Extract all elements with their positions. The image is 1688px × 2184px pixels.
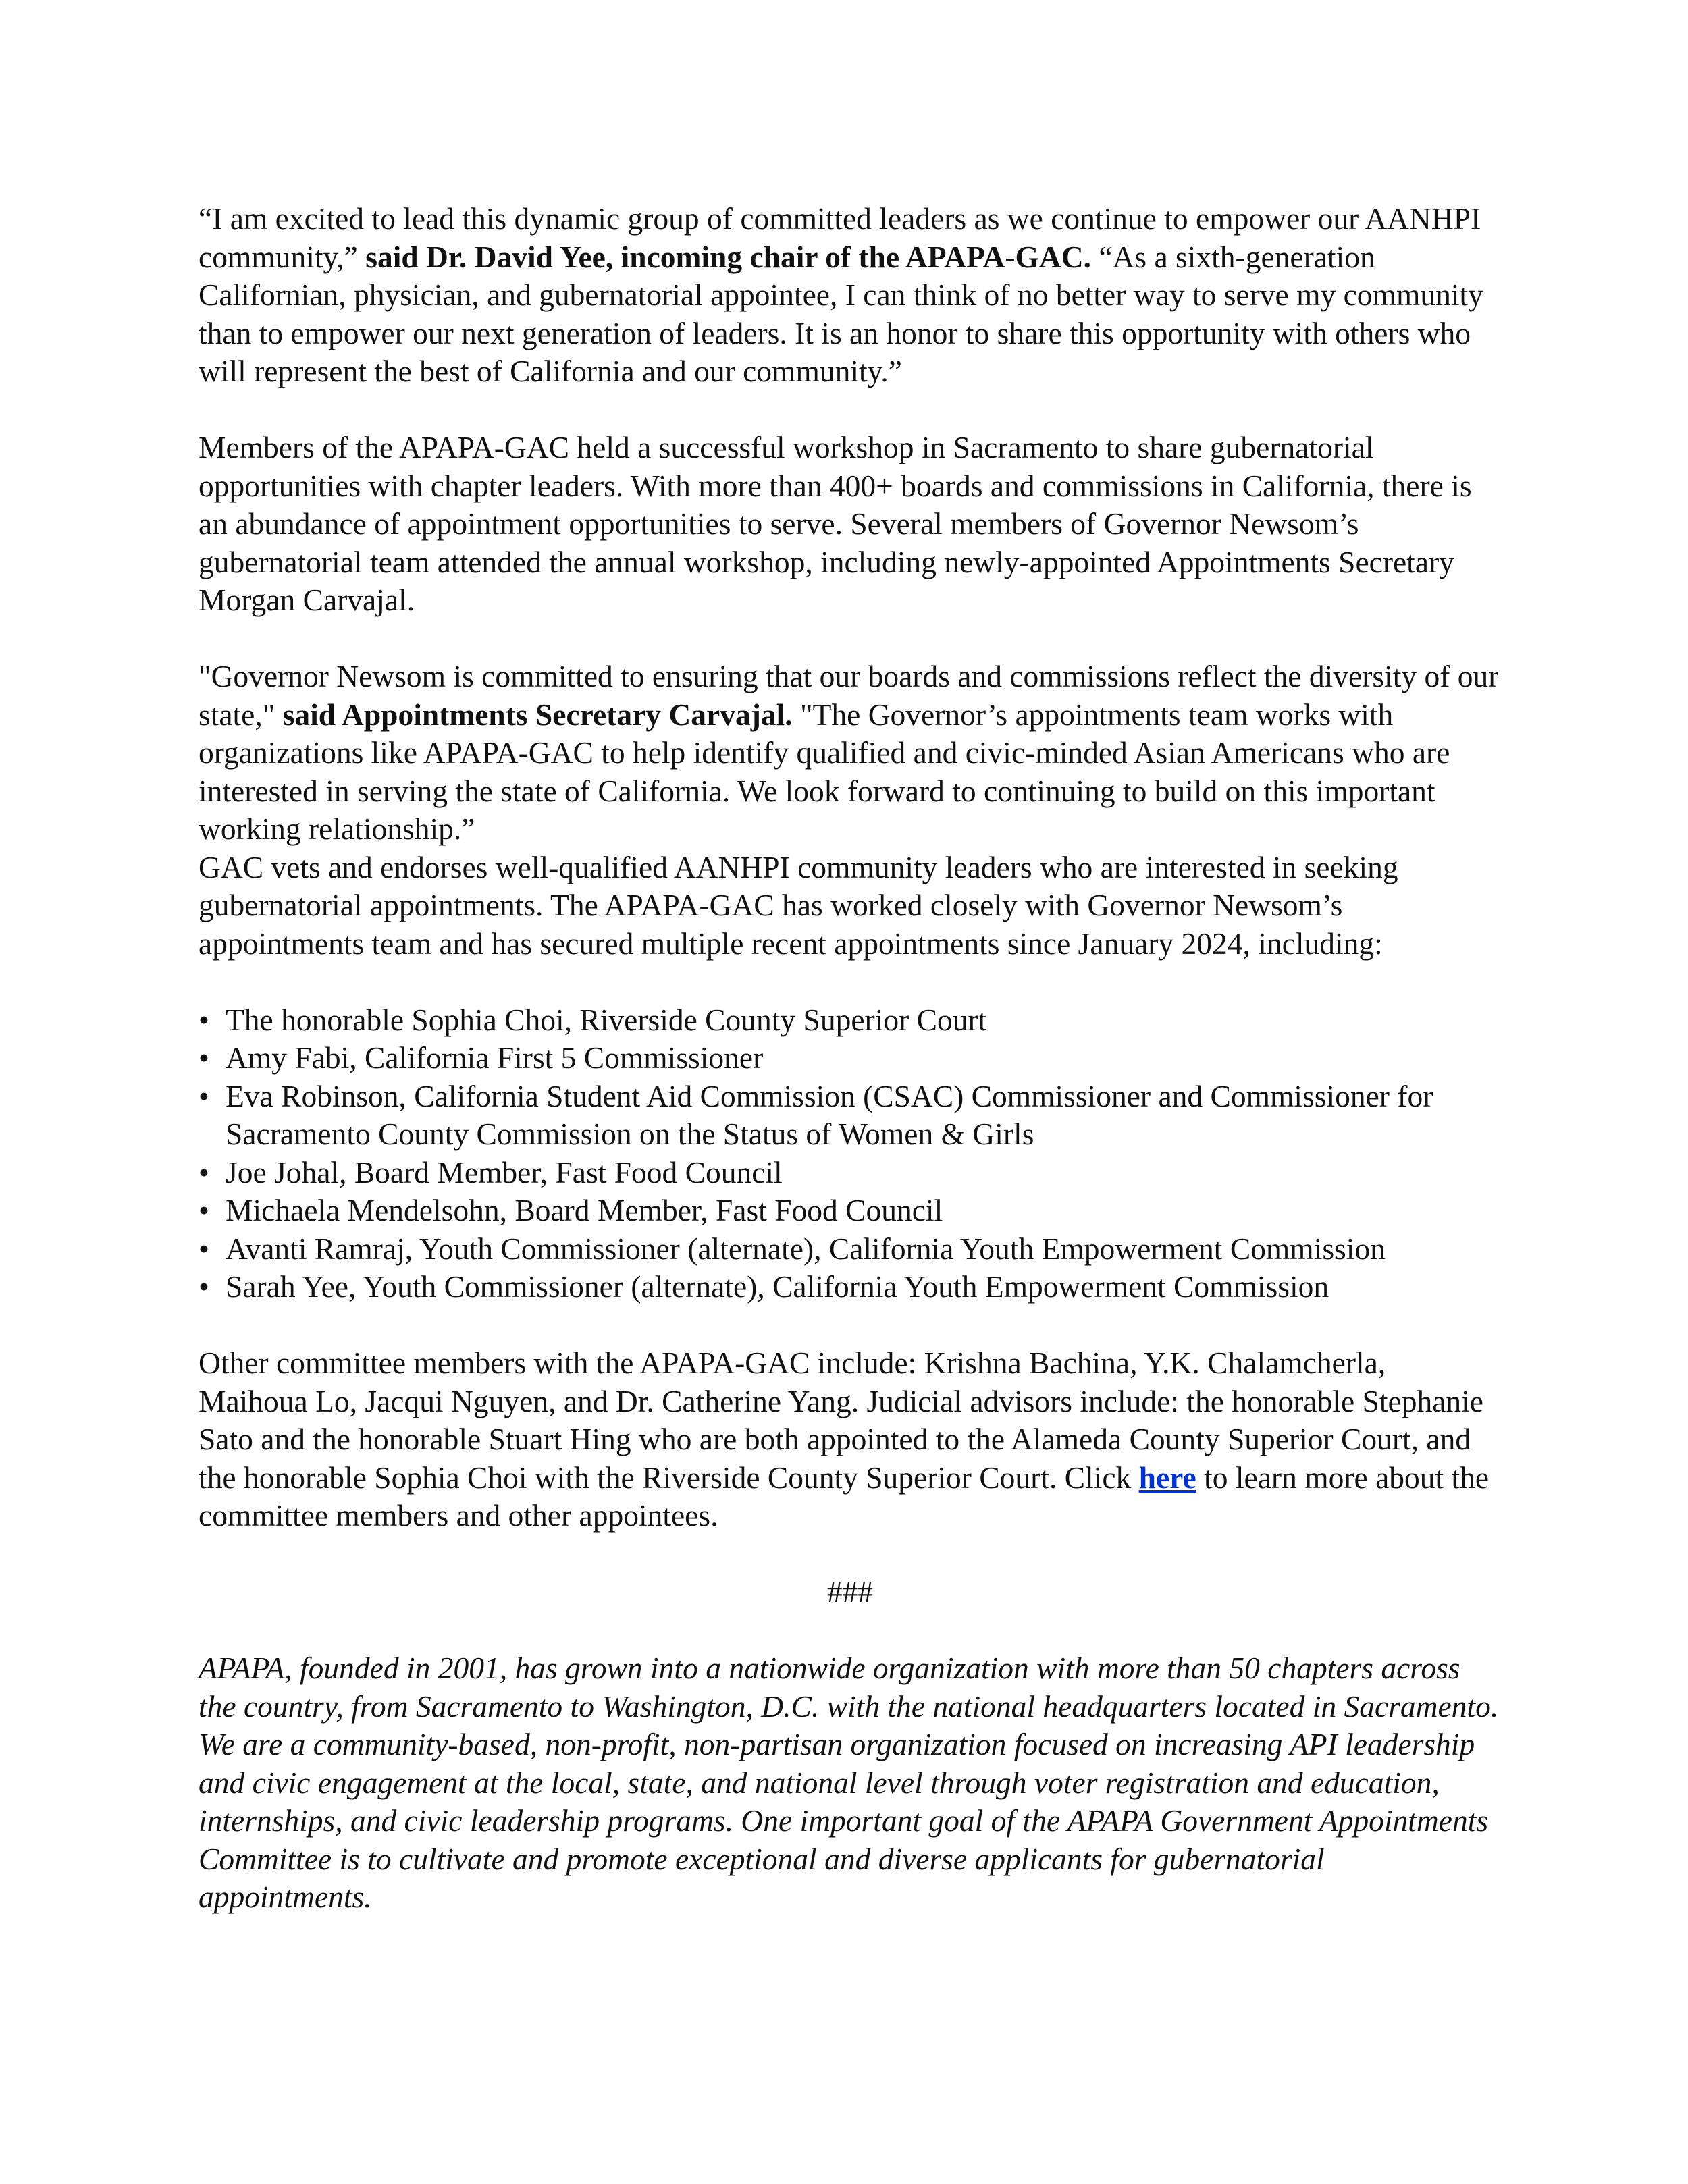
paragraph-spacer [199,391,1502,429]
quote-text-continued: “As a sixth-generation Californian, physician, and gubernatorial appointee, I can think of no better way to serve my community than to empower our next generation of leaders. It is an honor to share this opportunity with others who will represent the best of California and our community.” [199,239,1483,388]
list-item [199,1154,1502,1192]
about-apapa-paragraph: APAPA, founded in 2001, has grown into a nationwide organization with more than 50 chapters across the country, from Sacramento to Washington, D.C. with the national headquarters located in Sacramento. We are a community-based, non-profit, non-partisan organization focused on increasing API leadership and civic engagement at the local, state, and national level through voter registration and education, internships, and civic leadership programs. One important goal of the APAPA Government Appointments Committee is to cultivate and promote exceptional and diverse applicants for gubernatorial appointments. [199,1651,1499,1914]
list-item [199,1268,1502,1306]
list-item [199,1230,1502,1269]
paragraph-spacer [199,620,1502,658]
bullet-icon: • [199,1193,209,1227]
list-item [199,1001,1502,1040]
gac-paragraph: GAC vets and endorses well-qualified AANHPI community leaders who are interested in seeking gubernatorial appointments. The APAPA-GAC has worked closely with Governor Newsom’s appointments team and has secured multiple recent appointments since January 2024, including: [199,849,1398,961]
list-item-text: Sarah Yee, Youth Commissioner (alternate), California Youth Empowerment Commission [226,1269,1329,1304]
document-page [199,200,1502,1917]
quote-paragraph-yee [199,200,1502,391]
end-mark: ### [826,1574,874,1609]
here-link[interactable]: here [1138,1460,1196,1495]
bullet-icon: • [199,1231,209,1266]
bullet-icon: • [199,1040,209,1075]
bullet-icon: • [199,1154,209,1190]
committee-paragraph [199,1344,1502,1535]
list-item-text: Eva Robinson, California Student Aid Commission (CSAC) Commissioner and Commissioner for Sacramento County Commission on the Status of Women & Girls [226,1078,1433,1151]
speaker-attribution: said Dr. David Yee, incoming chair of the APAPA-GAC. [365,239,1091,274]
quote-text: “I am excited to lead this dynamic group of committed leaders as we continue to empower our AANHPI community,” [199,201,1481,274]
bullet-icon: • [199,1002,209,1037]
list-item-text: Amy Fabi, California First 5 Commissioner [226,1040,764,1075]
list-item-text: Avanti Ramraj, Youth Commissioner (alternate), California Youth Empowerment Commission [226,1231,1386,1266]
quote-text-continued: "The Governor’s appointments team works with organizations like APAPA-GAC to help identify qualified and civic-minded Asian Americans who are interested in serving the state of California. We look forward to continuing to build on this important working relationship.” [199,697,1450,846]
paragraph-spacer [199,1612,1502,1650]
paragraph-spacer [199,1306,1502,1345]
quote-paragraph-carvajal [199,658,1502,849]
bullet-icon: • [199,1269,209,1304]
list-item-text: The honorable Sophia Choi, Riverside County Superior Court [226,1002,987,1037]
list-item-text: Joe Johal, Board Member, Fast Food Council [226,1154,783,1190]
paragraph-spacer [199,1535,1502,1574]
bullet-icon: • [199,1078,209,1113]
paragraph-spacer [199,963,1502,1001]
list-item-text: Michaela Mendelsohn, Board Member, Fast Food Council [226,1193,943,1227]
committee-text: Other committee members with the APAPA-GAC include: Krishna Bachina, Y.K. Chalamcherla, Maihoua Lo, Jacqui Nguyen, and Dr. Catherine Yang. Judicial advisors include: the honorable Stephanie Sato and the honorable Stuart Hing who are both appointed to the Alameda County Superior Court, and the honorable Sophia Choi with the Riverside County Superior Court. Click [199,1346,1484,1495]
committee-text-continued: to learn more about the committee members and other appointees. [199,1460,1489,1533]
appointments-list [199,1001,1502,1306]
quote-text: "Governor Newsom is committed to ensuring that our boards and commissions reflect the diversity of our state," [199,659,1499,732]
speaker-attribution: said Appointments Secretary Carvajal. [282,697,793,732]
list-item [199,1077,1502,1154]
list-item [199,1039,1502,1077]
list-item [199,1192,1502,1230]
workshop-paragraph: Members of the APAPA-GAC held a successful workshop in Sacramento to share gubernatorial opportunities with chapter leaders. With more than 400+ boards and commissions in California, there is an abundance of appointment opportunities to serve. Several members of Governor Newsom’s gubernatorial team attended the annual workshop, including newly-appointed Appointments Secretary Morgan Carvajal. [199,430,1472,617]
